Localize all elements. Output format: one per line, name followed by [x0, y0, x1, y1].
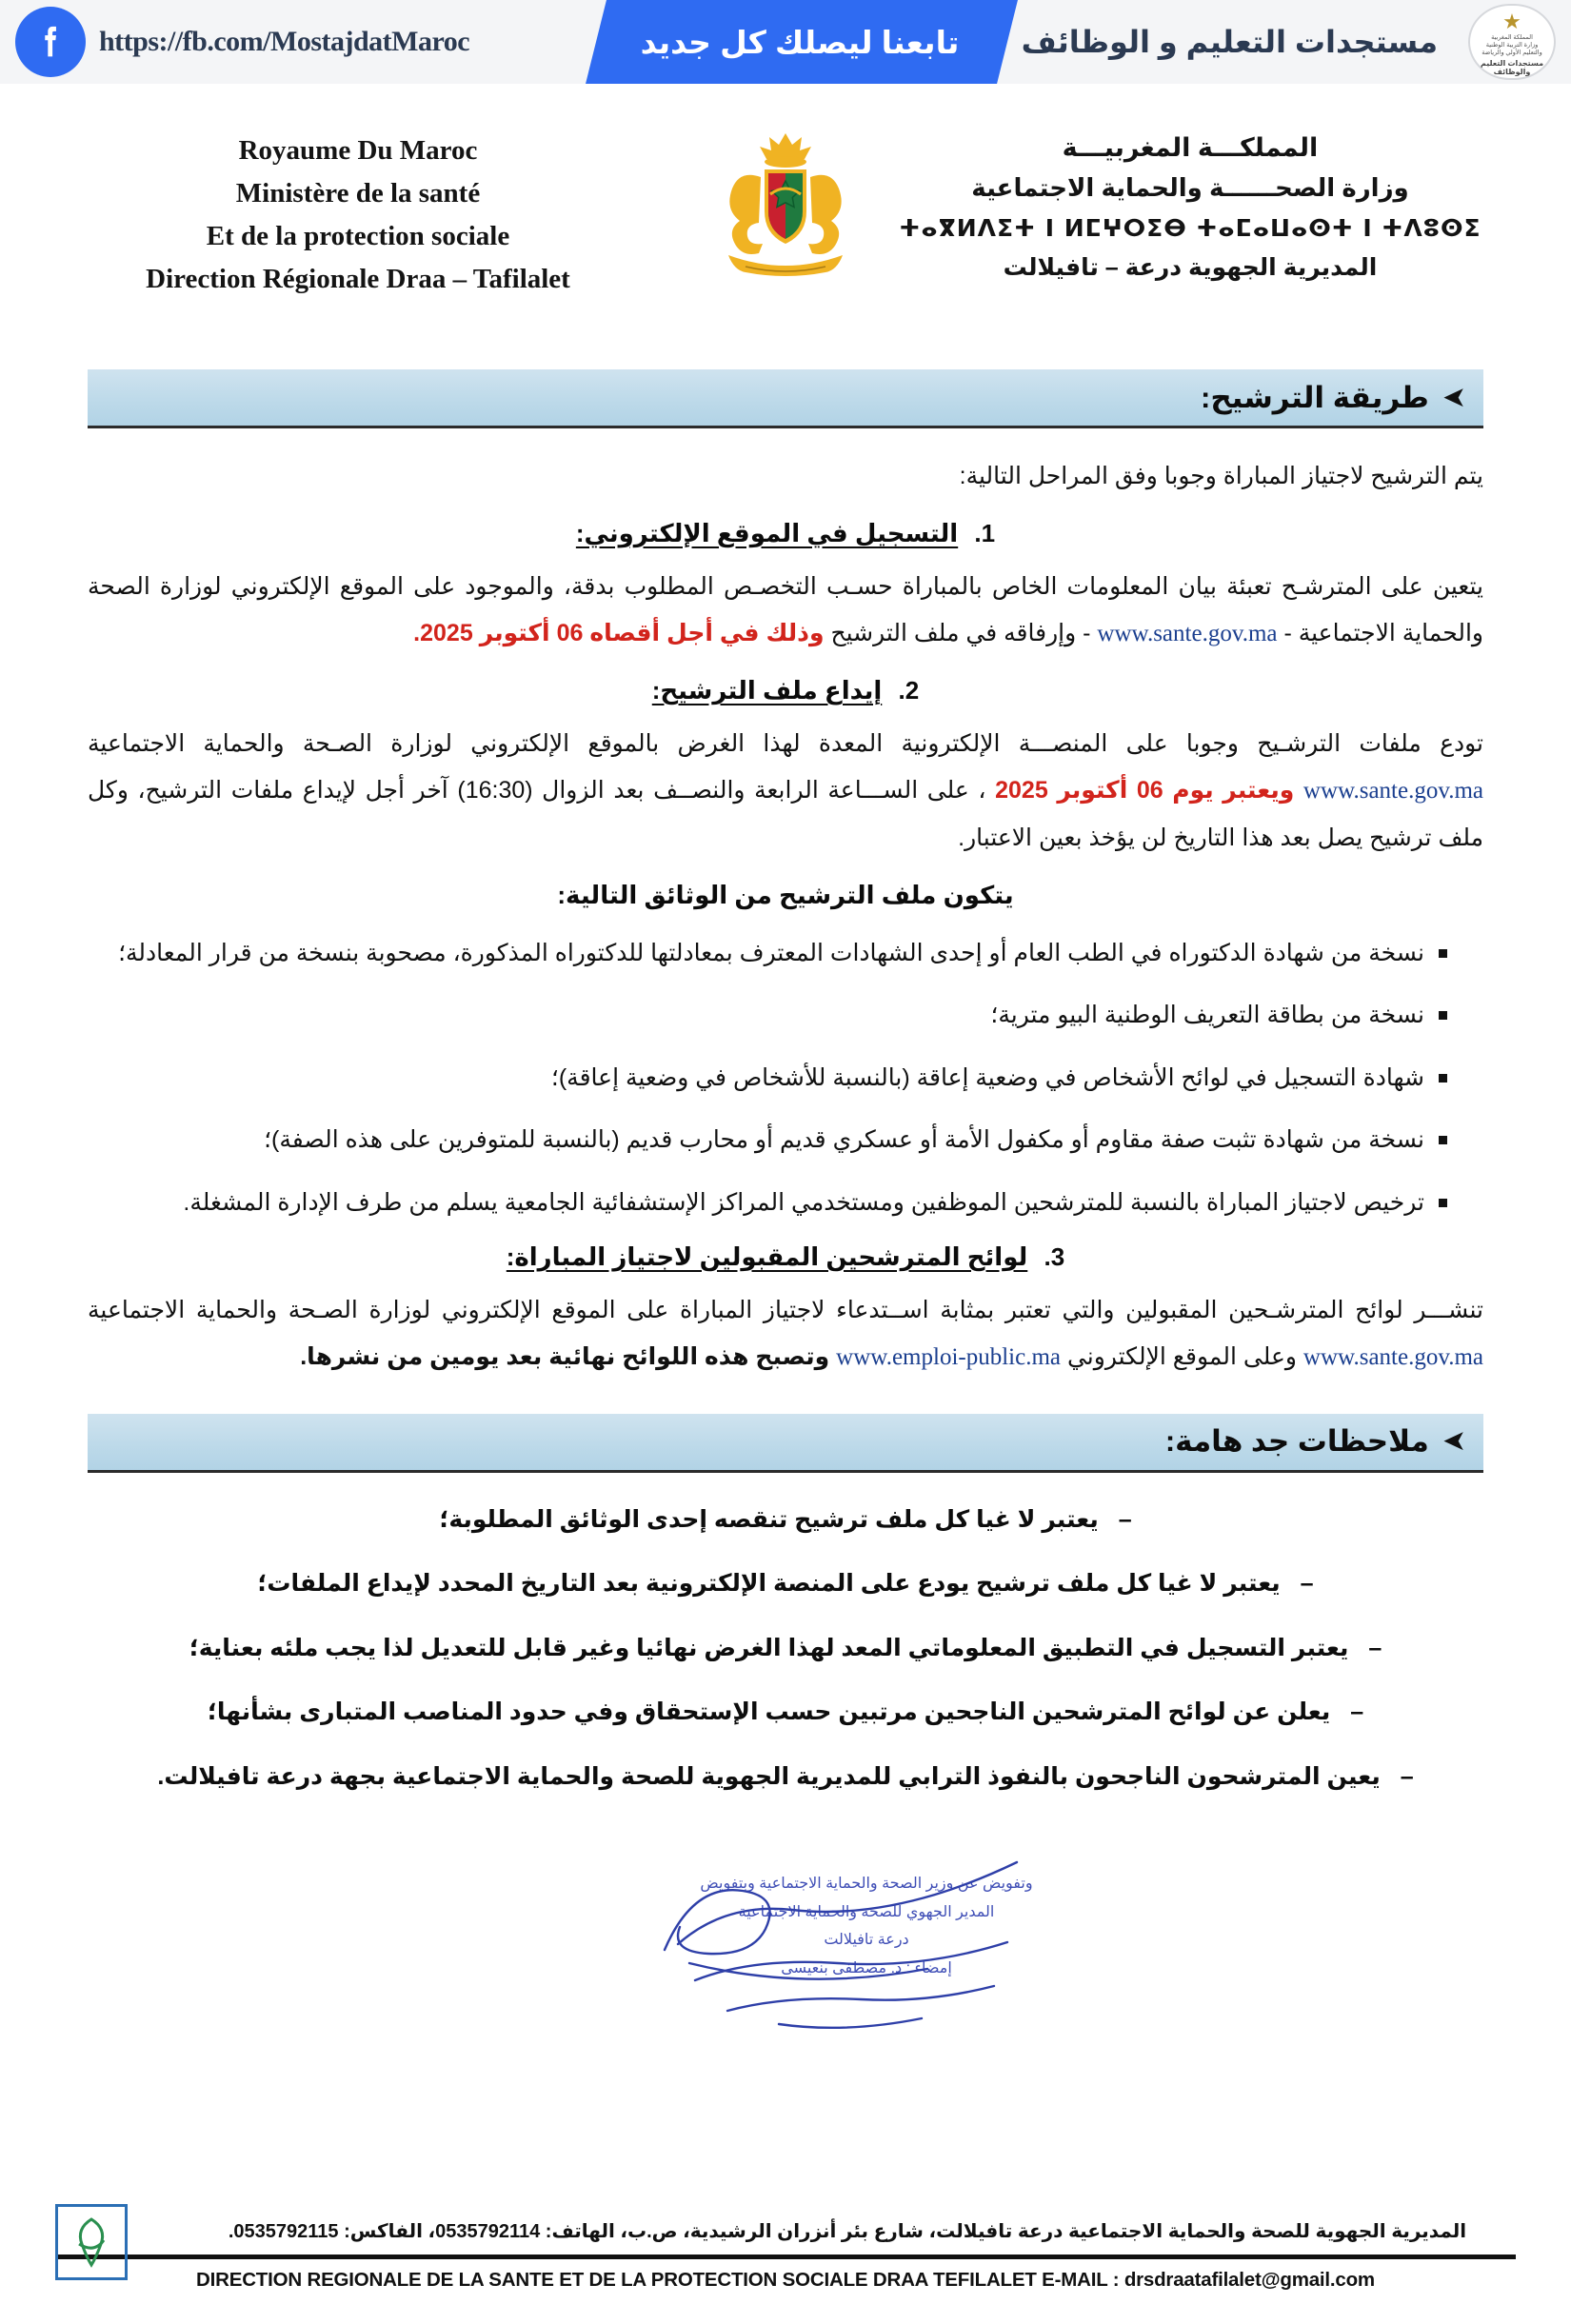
- letterhead-fr-line-2: Ministère de la santé: [235, 177, 481, 209]
- step-3-url-emploi[interactable]: www.emploi-public.ma: [836, 1343, 1061, 1370]
- procedure-steps-3: [88, 1242, 1483, 1272]
- signature-block: [88, 1837, 1483, 2076]
- note-item: [88, 1626, 1483, 1672]
- step-3-number: 3.: [1044, 1242, 1065, 1271]
- arrow-bullet-icon: ➤: [1442, 381, 1466, 413]
- note-dash: –: [1350, 1698, 1364, 1725]
- document-item: ترخيص لاجتياز المباراة بالنسبة للمترشحين الموظفين ومستخدمي المراكز الإستشفائية الجامعية يسلم من طرف الإدارة المشغلة.: [88, 1181, 1449, 1226]
- morocco-coat-of-arms-icon: [706, 124, 865, 290]
- document-item: نسخة من بطاقة التعريف الوطنية البيو مترية؛: [88, 993, 1449, 1039]
- letterhead-ar-ministry: وزارة الصحــــــة والحماية الاجتماعية: [971, 173, 1409, 203]
- step-1-text-a: يتعين على المترشـح تعبئة بيان المعلومات الخاص بالمباراة حسـب التخصـص المطلوب بدقة، والموجود على الموقع الإلكتروني لوزارة الصحة والحماية الاجتماعية -: [88, 572, 1483, 646]
- note-item: [88, 1690, 1483, 1736]
- signature-line-4: إمضاء : د. مصطفى بنعيسى: [781, 1959, 952, 1976]
- document-item: نسخة من شهادة الدكتوراه في الطب العام أو إحدى الشهادات المعترف بمعادلتها للدكتوراه المذكورة، مصحوبة بنسخة من قرار المعادلة؛: [88, 931, 1449, 977]
- letterhead-french: [91, 129, 625, 301]
- letterhead-fr-line-3: Et de la protection sociale: [206, 220, 510, 251]
- note-dash: –: [1400, 1762, 1414, 1790]
- document-item: نسخة من شهادة تثبت صفة مقاوم أو مكفول الأمة أو عسكري قديم أو محارب قديم (بالنسبة للمتوفرين على هذه الصفة)؛: [88, 1118, 1449, 1163]
- document-body: [0, 369, 1571, 2076]
- step-1-text-b: - وإرفاقه في ملف الترشيح: [830, 619, 1091, 646]
- required-documents-list: [88, 931, 1483, 1226]
- note-dash: –: [1118, 1505, 1132, 1533]
- letterhead-ar-kingdom: المملكـــة المغربيـــة: [1062, 133, 1319, 162]
- note-dash: –: [1368, 1634, 1382, 1661]
- seal-line-4: مستجدات التعليم: [1480, 59, 1544, 68]
- letterhead-fr-line-1: Royaume Du Maroc: [238, 135, 478, 166]
- step-2-heading: [88, 676, 1483, 705]
- signature-line-3: درعة تافيلالت: [824, 1932, 909, 1949]
- step-2-number: 2.: [898, 676, 920, 705]
- arrow-bullet-icon: ➤: [1442, 1425, 1466, 1457]
- signature-line-2: المدير الجهوي للصحة والحماية الاجتماعية: [738, 1903, 995, 1920]
- crest-glyph: ★: [1502, 10, 1521, 33]
- step-2-text-b: ، على الســـاعة الرابعة والنصــف بعد الزوال (16:30) آخر أجل لإيداع ملفات الترشيح، وكل ملف ترشيح يصل بعد هذا التاريخ لن يؤخذ بعين الاعتبار.: [88, 777, 1483, 851]
- signature-line-1: وتفويض عن وزير الصحة والحماية الاجتماعية وبتفويض: [700, 1876, 1033, 1892]
- document-item: شهادة التسجيل في لوائح الأشخاص في وضعية إعاقة (بالنسبة للأشخاص في وضعية إعاقة)؛: [88, 1056, 1449, 1102]
- step-2-title: إيداع ملف الترشيح:: [651, 676, 883, 705]
- facebook-url[interactable]: https://fb.com/MostajdatMaroc: [99, 26, 470, 57]
- note-text: يعتبر لا غيا كل ملف ترشيح تنقصه إحدى الوثائق المطلوبة؛: [439, 1505, 1099, 1533]
- document-footer: [0, 2219, 1571, 2292]
- important-notes-list: [88, 1498, 1483, 1800]
- signature-stamp: [636, 1837, 1084, 2056]
- footer-address-french: DIRECTION REGIONALE DE LA SANTE ET DE LA PROTECTION SOCIALE DRAA TEFILALET E-MAIL : drsdraatafilalet@gmail.com: [196, 2269, 1375, 2291]
- note-text: يعتبر التسجيل في التطبيق المعلوماتي المعد لهذا الغرض نهائيا وغير قابل للتعديل لذا يجب ملئه بعناية؛: [189, 1634, 1349, 1661]
- note-text: يعلن عن لوائح المترشحين الناجحين مرتبين حسب الإستحقاق وفي حدود المناصب المتبارى بشأنها؛: [207, 1698, 1331, 1725]
- step-2-text-a: تودع ملفات الترشـيح وجوبا على المنصـــة الإلكترونية المعدة لهذا الغرض بالموقع الإلكتروني لوزارة الصـحة والحماية الاجتماعية: [88, 730, 1483, 758]
- signature-text: [666, 1870, 1066, 1982]
- note-item: [88, 1498, 1483, 1543]
- step-1-title: التسجيل في الموقع الإلكتروني:: [575, 518, 959, 547]
- step-1-heading: [88, 519, 1483, 548]
- step-1-deadline: وذلك في أجل أقصاه 06 أكتوبر 2025.: [413, 619, 825, 646]
- step-3-text-a: تنشـــر لوائح المترشـحين المقبولين والتي تعتبر بمثابة اســتدعاء لاجتياز المباراة على الموقع الإلكتروني لوزارة الصـحة والحماية الاجتماعية: [88, 1297, 1483, 1323]
- step-2-deadline: ويعتبر يوم 06 أكتوبر 2025: [995, 777, 1295, 804]
- letterhead-ar-direction: المديرية الجهوية درعة – تافيلالت: [1003, 254, 1378, 282]
- section-header-notes: [88, 1414, 1483, 1473]
- step-3-paragraph: [88, 1287, 1483, 1381]
- page-seal-logo: [1468, 4, 1556, 80]
- facebook-page-name: مستجدات التعليم و الوظائف: [1021, 25, 1438, 59]
- seal-line-3: والتعليم الأولي والرياضة: [1482, 50, 1542, 56]
- seal-line-5: والوظائف: [1493, 68, 1531, 76]
- section-title-notes: ملاحظات جد هامة:: [1164, 1424, 1429, 1458]
- note-text: يعين المترشحون الناجحون بالنفوذ الترابي للمديرية الجهوية للصحة والحماية الاجتماعية بجهة درعة تافيلالت.: [157, 1762, 1381, 1790]
- step-2-paragraph: [88, 721, 1483, 861]
- letterhead-arabic: [895, 128, 1485, 287]
- note-dash: –: [1300, 1570, 1314, 1597]
- letterhead-fr-line-4: Direction Régionale Draa – Tafilalet: [146, 263, 570, 294]
- procedure-steps: [88, 519, 1483, 548]
- documents-title: يتكون ملف الترشيح من الوثائق التالية:: [557, 880, 1014, 909]
- note-item: [88, 1755, 1483, 1800]
- note-item: [88, 1561, 1483, 1607]
- step-3-text-b: وعلى الموقع الإلكتروني: [1066, 1342, 1297, 1370]
- section-title-procedure: طريقة الترشيح:: [1201, 380, 1429, 414]
- seal-line-1: المملكة المغربية: [1491, 34, 1533, 41]
- facebook-icon[interactable]: [15, 7, 86, 77]
- health-ministry-logo-icon: [55, 2204, 128, 2280]
- social-banner: [0, 0, 1571, 84]
- procedure-intro: يتم الترشيح لاجتياز المباراة وجوبا وفق المراحل التالية:: [959, 463, 1483, 489]
- step-1-number: 1.: [974, 518, 996, 547]
- letterhead-tifinagh: ⵜⴰⴳⵍⴷⵉⵜ ⵏ ⵍⵎⵖⵔⵉⴱ ⵜⴰⵎⴰⵡⴰⵙⵜ ⵏ ⵜⴷⵓⵙⵉ: [899, 213, 1482, 242]
- step-3-text-c: وتصبح هذه اللوائح نهائية بعد يومين من نشرها.: [300, 1342, 830, 1370]
- step-2-url[interactable]: www.sante.gov.ma: [1303, 778, 1483, 804]
- step-3-url-sante[interactable]: www.sante.gov.ma: [1303, 1343, 1483, 1370]
- step-1-paragraph: [88, 564, 1483, 658]
- section-header-procedure: [88, 369, 1483, 428]
- seal-line-2: وزارة التربية الوطنية: [1485, 42, 1539, 49]
- note-text: يعتبر لا غيا كل ملف ترشيح يودع على المنصة الإلكترونية بعد التاريخ المحدد لإيداع الملفات؛: [257, 1570, 1281, 1597]
- step-3-heading: [88, 1242, 1483, 1272]
- procedure-steps-2: [88, 676, 1483, 705]
- letterhead: [0, 84, 1571, 369]
- banner-blue-label: تابعنا ليصلك كل جديد: [640, 24, 960, 60]
- footer-divider: [55, 2254, 1516, 2259]
- footer-address-arabic: المديرية الجهوية للصحة والحماية الاجتماعية درعة تافيلالت، شارع بئر أنزران الرشيدية، ص.ب، الهاتف: 0535792114، الفاكس: 0535792115.: [228, 2221, 1467, 2242]
- step-3-title: لوائح المترشحين المقبولين لاجتياز المباراة:: [506, 1242, 1028, 1271]
- step-1-url[interactable]: www.sante.gov.ma: [1097, 620, 1278, 646]
